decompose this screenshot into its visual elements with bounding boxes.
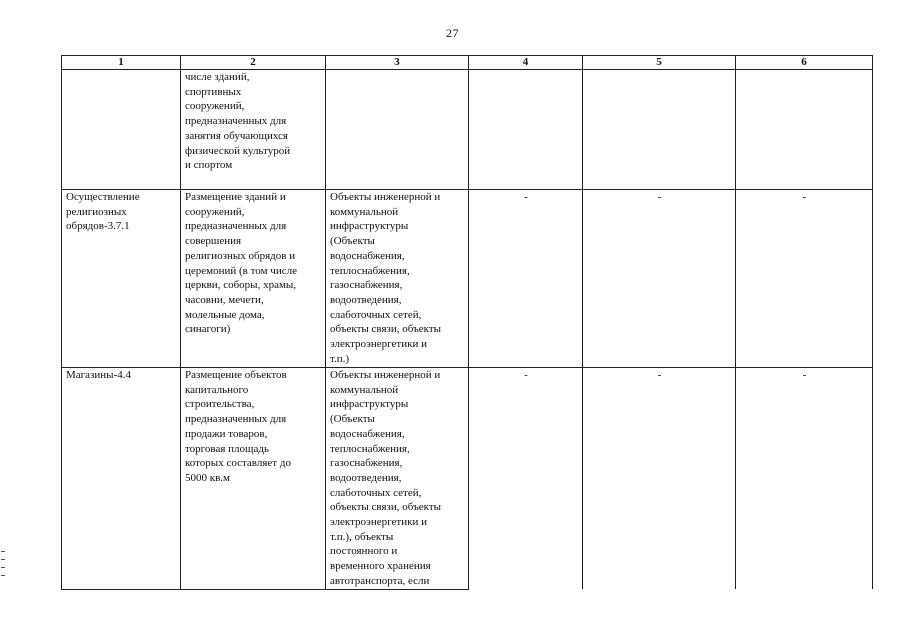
cell-col6 — [736, 70, 873, 190]
column-header-1: 1 — [62, 56, 181, 70]
cell-use-description — [181, 70, 326, 190]
cell-text: - — [802, 191, 807, 203]
cell-auxiliary-use — [326, 368, 469, 590]
cell-col4 — [469, 190, 583, 368]
column-header-6: 6 — [736, 56, 873, 70]
column-header-2: 2 — [181, 56, 326, 70]
cell-col6 — [736, 190, 873, 368]
cell-col6 — [736, 368, 873, 590]
cell-use-description — [181, 368, 326, 590]
cell-text: Размещение зданий и сооружений, предназначенных для совершения религиозных обрядов и церемоний (в том числе церкви, соборы, храмы, часовни, мечети, молельные дома, синагоги) — [185, 191, 297, 336]
margin-tick — [1, 567, 5, 568]
cell-text: Магазины-4.4 — [66, 369, 131, 381]
cell-text: числе зданий, спортивных сооружений, предназначенных для занятия обучающихся физической культурой и спортом — [185, 71, 291, 172]
column-header-5: 5 — [583, 56, 736, 70]
cell-use-name — [62, 190, 181, 368]
cell-use-name — [62, 368, 181, 590]
table-header-row — [62, 56, 873, 70]
cell-text: - — [657, 369, 662, 381]
cell-col5 — [583, 190, 736, 368]
table-row — [62, 190, 873, 368]
cell-text: - — [802, 369, 807, 381]
margin-tick — [1, 559, 5, 560]
scan-margin-marks — [1, 551, 6, 585]
cell-text: - — [524, 191, 528, 203]
cell-col5 — [583, 368, 736, 590]
page-number: 27 — [446, 26, 459, 40]
cell-text: - — [524, 369, 528, 381]
cell-use-name — [62, 70, 181, 190]
column-header-4: 4 — [469, 56, 583, 70]
cell-col4 — [469, 70, 583, 190]
column-header-3: 3 — [326, 56, 469, 70]
cell-text: Осуществление религиозных обрядов-3.7.1 — [66, 191, 140, 233]
margin-tick — [1, 575, 5, 576]
margin-tick — [1, 551, 5, 552]
cell-auxiliary-use — [326, 70, 469, 190]
cell-text: Объекты инженерной и коммунальной инфраструктуры (Объекты водоснабжения, теплоснабжения, газоснабжения, водоотведения, слаботочных сетей, объекты связи, объекты электроэнергетики и т.п.) — [330, 191, 442, 365]
cell-auxiliary-use — [326, 190, 469, 368]
cell-text: Объекты инженерной и коммунальной инфраструктуры (Объекты водоснабжения, теплоснабжения, газоснабжения, водоотведения, слаботочных сетей, объекты связи, объекты электроэнергетики и т.п.), объекты постоянного и временного хранения автотранспорта, если — [330, 369, 442, 587]
cell-col5 — [583, 70, 736, 190]
cell-col4 — [469, 368, 583, 590]
cell-text: - — [657, 191, 662, 203]
table-row — [62, 368, 873, 590]
table-row — [62, 70, 873, 190]
land-use-table — [61, 55, 873, 590]
cell-text: Размещение объектов капитального строительства, предназначенных для продажи товаров, торговая площадь которых составляет до 5000 кв.м — [185, 369, 291, 484]
cell-use-description — [181, 190, 326, 368]
